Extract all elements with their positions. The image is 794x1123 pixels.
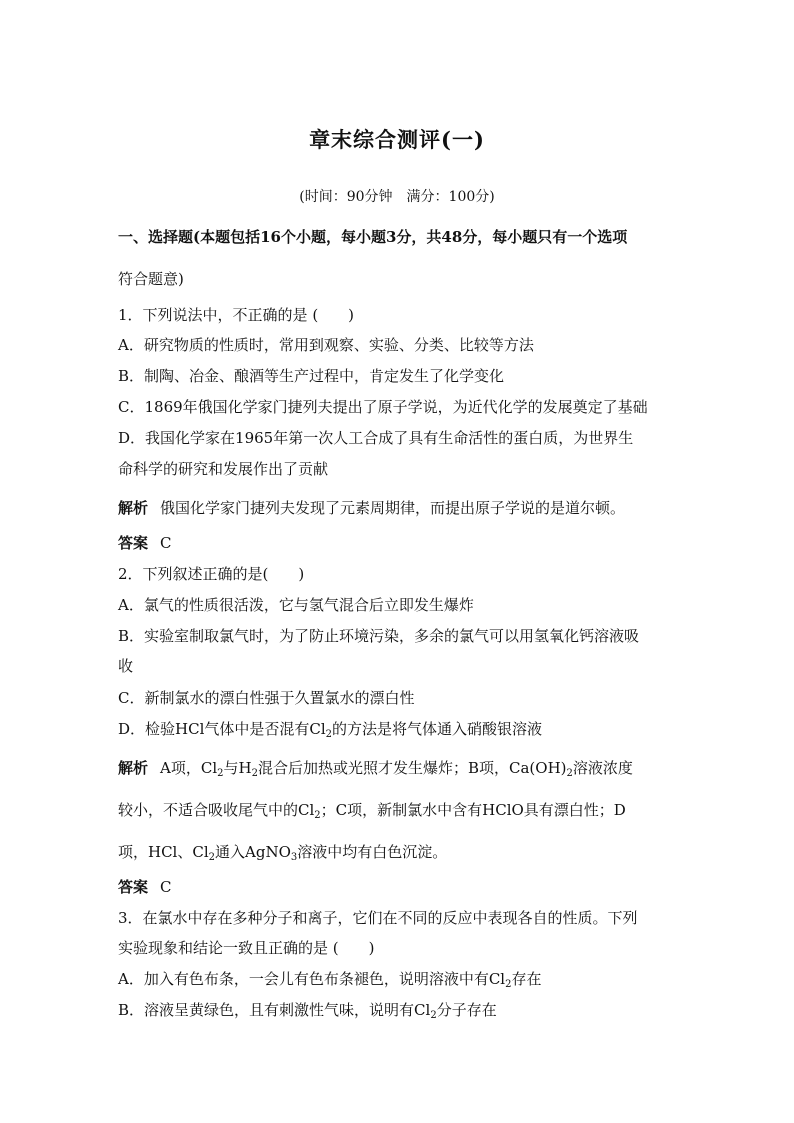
q3-option-a	[118, 969, 688, 989]
section-heading-line2: 符合题意)	[118, 270, 184, 288]
text-run: 较小，不适合吸收尾气中的Cl	[118, 801, 315, 819]
exam-info: (时间：90分钟 满分：100分)	[299, 189, 495, 205]
text-run: 通入AgNO	[215, 843, 291, 861]
q1-option-c: C．1869年俄国化学家门捷列夫提出了原子学说，为近代化学的发展奠定了基础	[118, 398, 648, 416]
q1-option-b: B．制陶、冶金、酿酒等生产过程中，肯定发生了化学变化	[118, 367, 505, 385]
q1-option-a: A．研究物质的性质时，常用到观察、实验、分类、比较等方法	[118, 336, 534, 354]
text-run: D．检验HCl气体中是否混有Cl	[118, 720, 326, 738]
page-title: 章末综合测评(一)	[309, 127, 485, 152]
subscript: 2	[314, 810, 321, 821]
text-run: 与H	[223, 759, 252, 777]
subscript: 2	[430, 1010, 437, 1021]
q2-analysis-line2	[118, 800, 688, 820]
q3-stem-line2: 实验现象和结论一致且正确的是 ( )	[118, 939, 375, 957]
q2-stem: 2．下列叙述正确的是( )	[118, 565, 305, 583]
subscript: 2	[208, 852, 216, 863]
q1-analysis	[118, 498, 688, 518]
text-run: 的方法是将气体通入硝酸银溶液	[332, 720, 543, 738]
section-heading-line1: 一、选择题(本题包括16个小题，每小题3分，共48分，每小题只有一个选项	[118, 228, 628, 246]
q2-option-b-line1: B．实验室制取氯气时，为了防止环境污染，多余的氯气可以用氢氧化钙溶液吸	[118, 627, 640, 645]
q2-analysis-line1	[118, 758, 688, 778]
q2-analysis-line3	[118, 842, 688, 862]
text-run: ；C项，新制氯水中含有HClO具有漂白性；D	[320, 801, 626, 819]
analysis-label: 解析	[118, 759, 149, 777]
text-run: 存在	[511, 970, 542, 988]
text-run: 溶液浓度	[572, 759, 633, 777]
q1-option-d-line2: 命科学的研究和发展作出了贡献	[118, 460, 329, 478]
q1-option-d-line1: D．我国化学家在1965年第一次人工合成了具有生命活性的蛋白质，为世界生	[118, 429, 634, 447]
text-run: A项，Cl	[160, 759, 218, 777]
q2-option-b-line2: 收	[118, 657, 134, 675]
text-run: 溶液中均有白色沉淀。	[297, 843, 448, 861]
text-run: 分子存在	[436, 1001, 497, 1019]
analysis-label: 解析	[118, 499, 149, 517]
answer-label: 答案	[118, 534, 149, 552]
text-run: B．溶液呈黄绿色，且有刺激性气味，说明有Cl	[118, 1001, 431, 1019]
subscript: 2	[505, 979, 512, 990]
subscript: 3	[290, 852, 298, 863]
text-run: 项，HCl、Cl	[118, 843, 209, 861]
answer-value: C	[160, 534, 172, 552]
subscript: 2	[251, 768, 258, 779]
q3-stem-line1: 3．在氯水中存在多种分子和离子，它们在不同的反应中表现各自的性质。下列	[118, 909, 638, 927]
subscript: 2	[566, 768, 573, 779]
text-run: A．加入有色布条，一会儿有色布条褪色，说明溶液中有Cl	[118, 970, 506, 988]
q3-option-b	[118, 1000, 688, 1020]
q1-stem: 1．下列说法中，不正确的是 ( )	[118, 306, 355, 324]
subscript: 2	[217, 768, 224, 779]
q2-option-c: C．新制氯水的漂白性强于久置氯水的漂白性	[118, 689, 415, 707]
q2-answer	[118, 877, 688, 897]
text-run: 混合后加热或光照才发生爆炸；B项，Ca(OH)	[257, 759, 567, 777]
q1-answer	[118, 533, 688, 553]
answer-value: C	[160, 878, 172, 896]
subscript: 2	[325, 729, 333, 740]
q2-option-d	[118, 719, 688, 739]
answer-label: 答案	[118, 878, 149, 896]
q2-option-a: A．氯气的性质很活泼，它与氢气混合后立即发生爆炸	[118, 596, 474, 614]
analysis-text: 俄国化学家门捷列夫发现了元素周期律，而提出原子学说的是道尔顿。	[160, 499, 626, 517]
